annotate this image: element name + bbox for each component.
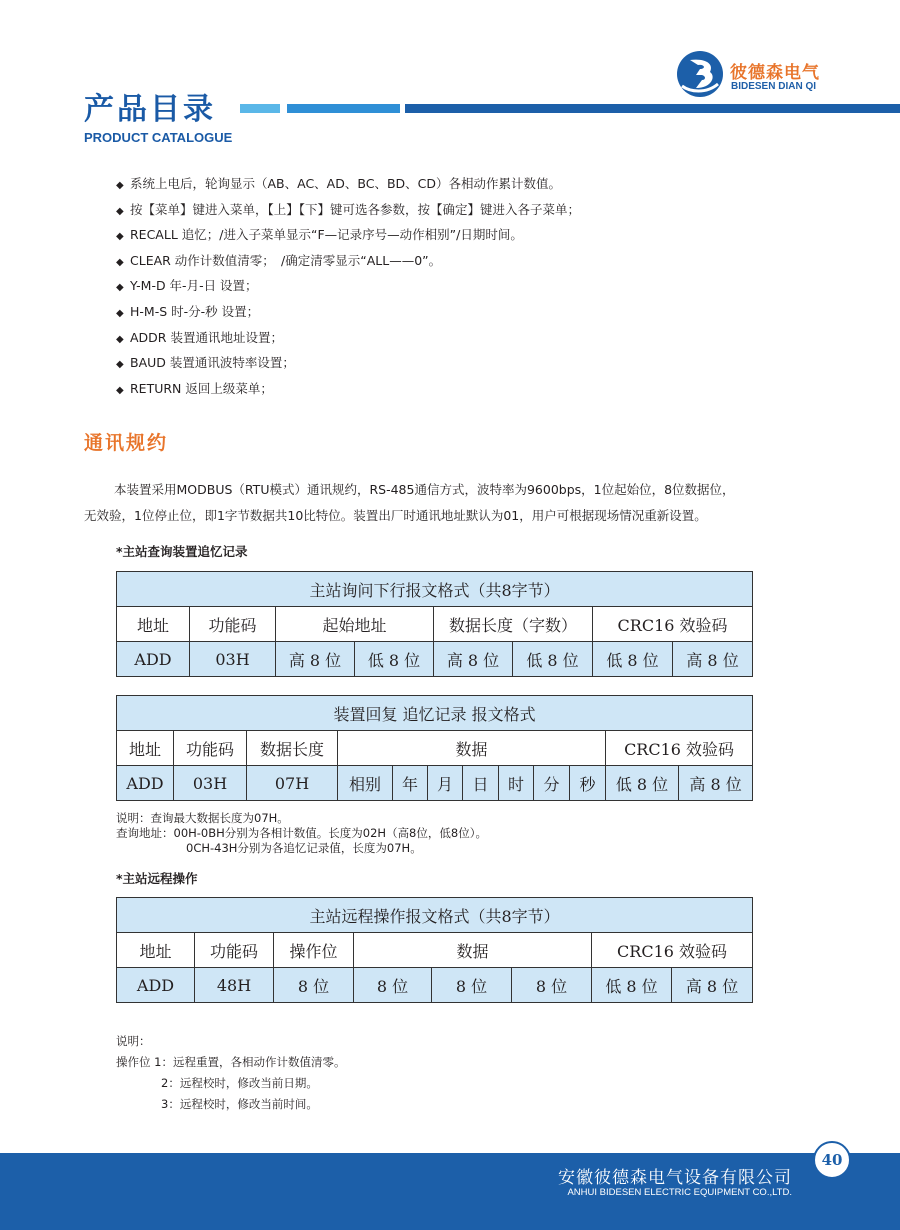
diamond-bullet-icon: ◆ (116, 282, 124, 294)
table-cell: 低 8 位 (606, 766, 679, 801)
bidesen-logo-icon (676, 50, 724, 98)
table-cell: ADD (117, 766, 174, 801)
list-item: ◆ Y-M-D 年-月-日 设置； (116, 276, 580, 302)
diamond-bullet-icon: ◆ (116, 384, 124, 396)
table-cell: 低 8 位 (513, 642, 593, 677)
table-cell: 秒 (570, 766, 606, 801)
protocol-paragraph: 本装置采用MODBUS（RTU模式）通讯规约，RS-485通信方式，波特率为9600bps，1位起始位，8位数据位， (114, 482, 735, 497)
diamond-bullet-icon: ◆ (116, 359, 124, 371)
header-stripe-mid (287, 104, 400, 113)
list-item: ◆ RECALL 追忆；/进入子菜单显示“F—记录序号—动作相别”/日期时间。 (116, 225, 580, 251)
section-title: 通讯规约 (84, 432, 169, 454)
table-header: 功能码 (190, 607, 276, 642)
remote-note: 操作位 1：远程重置，各相动作计数值清零。 (116, 1055, 346, 1069)
table-cell: 低 8 位 (593, 642, 673, 677)
header-stripe-light (240, 104, 280, 113)
subsection-title: *主站远程操作 (116, 871, 198, 886)
table-header: CRC16 效验码 (593, 607, 753, 642)
table-cell: 相别 (338, 766, 393, 801)
menu-description-list (116, 174, 580, 404)
table-cell: ADD (117, 968, 195, 1003)
table-cell: 低 8 位 (355, 642, 434, 677)
list-item: ◆ ADDR 装置通讯地址设置； (116, 328, 580, 354)
table-cell: 高 8 位 (673, 642, 753, 677)
table-cell: 高 8 位 (672, 968, 753, 1003)
table-cell: 低 8 位 (592, 968, 672, 1003)
diamond-bullet-icon: ◆ (116, 256, 124, 268)
remote-note: 说明： (116, 1034, 151, 1048)
table-cell: 时 (499, 766, 534, 801)
table-cell: 年 (393, 766, 428, 801)
table-cell: 高 8 位 (679, 766, 753, 801)
table-cell: 月 (428, 766, 463, 801)
list-item: ◆ H-M-S 时-分-秒 设置； (116, 302, 580, 328)
table-cell: 分 (534, 766, 570, 801)
table-cell: 高 8 位 (434, 642, 513, 677)
diamond-bullet-icon: ◆ (116, 333, 124, 345)
table-header: 地址 (117, 607, 190, 642)
table-cell: 日 (463, 766, 499, 801)
header-stripe-dark (405, 104, 900, 113)
page-title: 产品目录 (84, 92, 216, 127)
table-cell: 07H (247, 766, 338, 801)
footer-company-cn: 安徽彼德森电气设备有限公司 (558, 1168, 792, 1188)
table-title: 装置回复 追忆记录 报文格式 (117, 696, 753, 731)
table-cell: 03H (174, 766, 247, 801)
table-cell: ADD (117, 642, 190, 677)
table-cell: 高 8 位 (276, 642, 355, 677)
table-header: 数据长度（字数） (434, 607, 593, 642)
table-header: 起始地址 (276, 607, 434, 642)
table-cell: 8 位 (354, 968, 432, 1003)
table-header: CRC16 效验码 (606, 731, 753, 766)
table-cell: 8 位 (432, 968, 512, 1003)
table-header: 地址 (117, 933, 195, 968)
table-cell: 03H (190, 642, 276, 677)
page-subtitle: PRODUCT CATALOGUE (84, 130, 233, 145)
table-header: 功能码 (174, 731, 247, 766)
list-item: ◆ CLEAR 动作计数值清零； /确定清零显示“ALL——0”。 (116, 251, 580, 277)
diamond-bullet-icon: ◆ (116, 307, 124, 319)
table-title: 主站远程操作报文格式（共8字节） (117, 898, 753, 933)
table-header: 地址 (117, 731, 174, 766)
list-item: ◆ 按【菜单】键进入菜单，【上】【下】键可选各参数，按【确定】键进入各子菜单； (116, 200, 580, 226)
table-header: 操作位 (274, 933, 354, 968)
remote-note: 3：远程校时，修改当前时间。 (161, 1097, 318, 1111)
table-header: 数据 (338, 731, 606, 766)
table-cell: 8 位 (274, 968, 354, 1003)
remote-operation-table (116, 897, 753, 1003)
table-header: 数据长度 (247, 731, 338, 766)
list-item: ◆ 系统上电后，轮询显示（AB、AC、AD、BC、BD、CD）各相动作累计数值。 (116, 174, 580, 200)
list-item: ◆ RETURN 返回上级菜单； (116, 379, 580, 405)
diamond-bullet-icon: ◆ (116, 231, 124, 243)
subsection-title: *主站查询装置追忆记录 (116, 544, 248, 559)
remote-note: 2：远程校时，修改当前日期。 (161, 1076, 318, 1090)
diamond-bullet-icon: ◆ (116, 180, 124, 191)
table-cell: 48H (195, 968, 274, 1003)
footer-company-en: ANHUI BIDESEN ELECTRIC EQUIPMENT CO.,LTD. (567, 1187, 792, 1198)
table-header: 数据 (354, 933, 592, 968)
table-header: CRC16 效验码 (592, 933, 753, 968)
list-item: ◆ BAUD 装置通讯波特率设置； (116, 353, 580, 379)
page-number: 40 (813, 1141, 851, 1179)
diamond-bullet-icon: ◆ (116, 205, 124, 217)
table-cell: 8 位 (512, 968, 592, 1003)
table-header: 功能码 (195, 933, 274, 968)
query-note: 说明：查询最大数据长度为07H。 (116, 811, 289, 825)
query-response-table (116, 695, 753, 801)
protocol-paragraph: 无效验，1位停止位，即1字节数据共10比特位。装置出厂时通讯地址默认为01，用户可根据现场情况重新设置。 (84, 508, 707, 523)
query-note: 查询地址：00H-0BH分别为各相计数值。长度为02H（高8位，低8位）。 (116, 826, 487, 840)
query-note: 0CH-43H分别为各追忆记录值，长度为07H。 (186, 841, 422, 855)
query-request-table (116, 571, 753, 677)
brand-name-en: BIDESEN DIAN QI (731, 81, 817, 92)
brand-name-cn: 彼德森电气 (730, 63, 820, 83)
table-title: 主站询问下行报文格式（共8字节） (117, 572, 753, 607)
